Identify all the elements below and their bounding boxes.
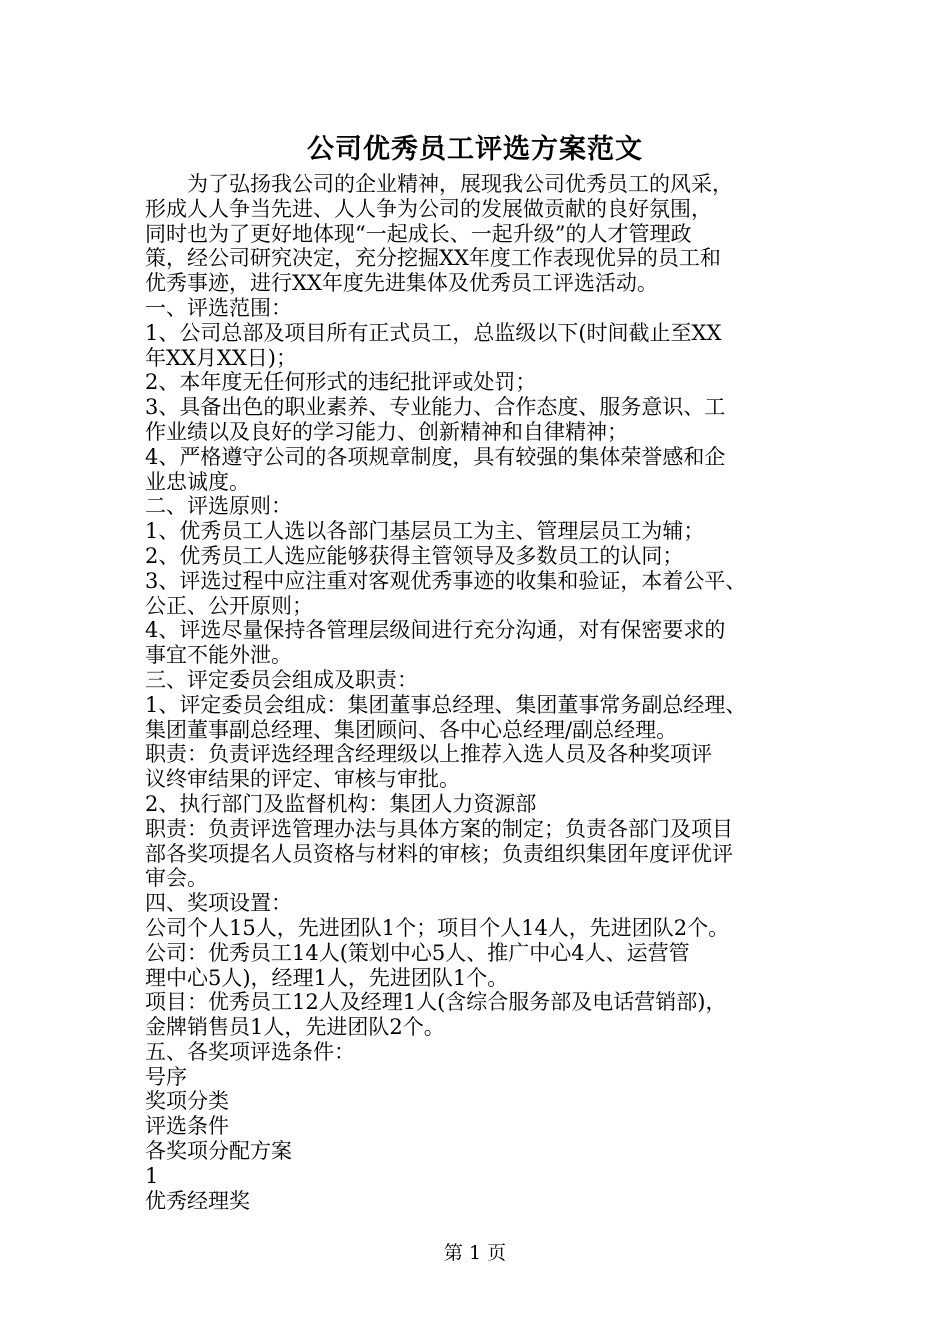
table-cell-text: 1 [145, 1163, 159, 1188]
table-cell-text: 优秀经理奖 [145, 1188, 250, 1213]
text-line: 2、执行部门及监督机构：集团人力资源部 [145, 791, 537, 816]
text-line: 4、评选尽量保持各管理层级间进行充分沟通，对有保密要求的 [145, 618, 726, 643]
text-line: 为了弘扬我公司的企业精神，展现我公司优秀员工的风采， [187, 172, 733, 196]
text-line: 1、优秀员工人选以各部门基层员工为主、管理层员工为辅； [145, 519, 705, 544]
text-line: 3、具备出色的职业素养、专业能力、合作态度、服务意识、工 [145, 395, 726, 420]
table-cell-text: 号序 [145, 1064, 187, 1089]
text-line: 公司：优秀员工14人(策划中心5人、推广中心4人、运营管 [145, 940, 690, 965]
text-line: 公司个人15人，先进团队1个；项目个人14人，先进团队2个。 [145, 915, 730, 940]
text-line: 金牌销售员1人，先进团队2个。 [145, 1015, 445, 1040]
section-heading: 二、评选原则： [145, 494, 292, 519]
section-heading: 四、奖项设置： [145, 891, 292, 916]
section-heading: 五、各奖项评选条件： [145, 1039, 355, 1064]
text-line: 事宜不能外泄。 [145, 643, 292, 668]
text-line: 形成人人争当先进、人人争为公司的发展做贡献的良好氛围， [145, 196, 712, 221]
section-heading: 三、评定委员会组成及职责： [145, 667, 418, 692]
text-line: 职责：负责评选经理含经理级以上推荐入选人员及各种奖项评 [145, 742, 712, 767]
text-line: 议终审结果的评定、审核与审批。 [145, 767, 460, 792]
page-number: 第 1 页 [443, 1242, 507, 1264]
text-line: 2、本年度无任何形式的违纪批评或处罚； [145, 370, 537, 395]
document-title: 公司优秀员工评选方案范文 [307, 134, 643, 165]
document-body [145, 172, 825, 1213]
text-line: 理中心5人)，经理1人，先进团队1个。 [145, 965, 509, 990]
text-line: 1、评定委员会组成：集团董事总经理、集团董事常务副总经理、 [145, 692, 747, 717]
text-line: 审会。 [145, 866, 208, 891]
text-line: 同时也为了更好地体现“一起成长、一起升级”的人才管理政 [145, 221, 692, 246]
table-cell-text: 各奖项分配方案 [145, 1139, 292, 1164]
text-line: 策，经公司研究决定，充分挖掘XX年度工作表现优异的员工和 [145, 246, 721, 271]
text-line: 4、严格遵守公司的各项规章制度，具有较强的集体荣誉感和企 [145, 444, 726, 469]
text-line: 职责：负责评选管理办法与具体方案的制定；负责各部门及项目 [145, 816, 733, 841]
text-line: 部各奖项提名人员资格与材料的审核；负责组织集团年度评优评 [145, 841, 733, 866]
text-line: 1、公司总部及项目所有正式员工，总监级以下(时间截止至XX [145, 320, 722, 345]
text-line: 项目：优秀员工12人及经理1人(含综合服务部及电话营销部)， [145, 990, 727, 1015]
text-line: 2、优秀员工人选应能够获得主管领导及多数员工的认同； [145, 543, 684, 568]
section-heading: 一、评选范围： [145, 295, 292, 320]
table-cell-text: 奖项分类 [145, 1089, 229, 1114]
text-line: 集团董事副总经理、集团顾问、各中心总经理/副总经理。 [145, 717, 678, 742]
text-line: 业忠诚度。 [145, 469, 250, 494]
text-line: 优秀事迹，进行XX年度先进集体及优秀员工评选活动。 [145, 271, 658, 296]
text-line: 3、评选过程中应注重对客观优秀事迹的收集和验证，本着公平、 [145, 568, 747, 593]
text-line: 作业绩以及良好的学习能力、创新精神和自律精神； [145, 419, 628, 444]
text-line: 公正、公开原则； [145, 593, 313, 618]
text-line: 年XX月XX日)； [145, 345, 297, 370]
table-cell-text: 评选条件 [145, 1114, 229, 1139]
